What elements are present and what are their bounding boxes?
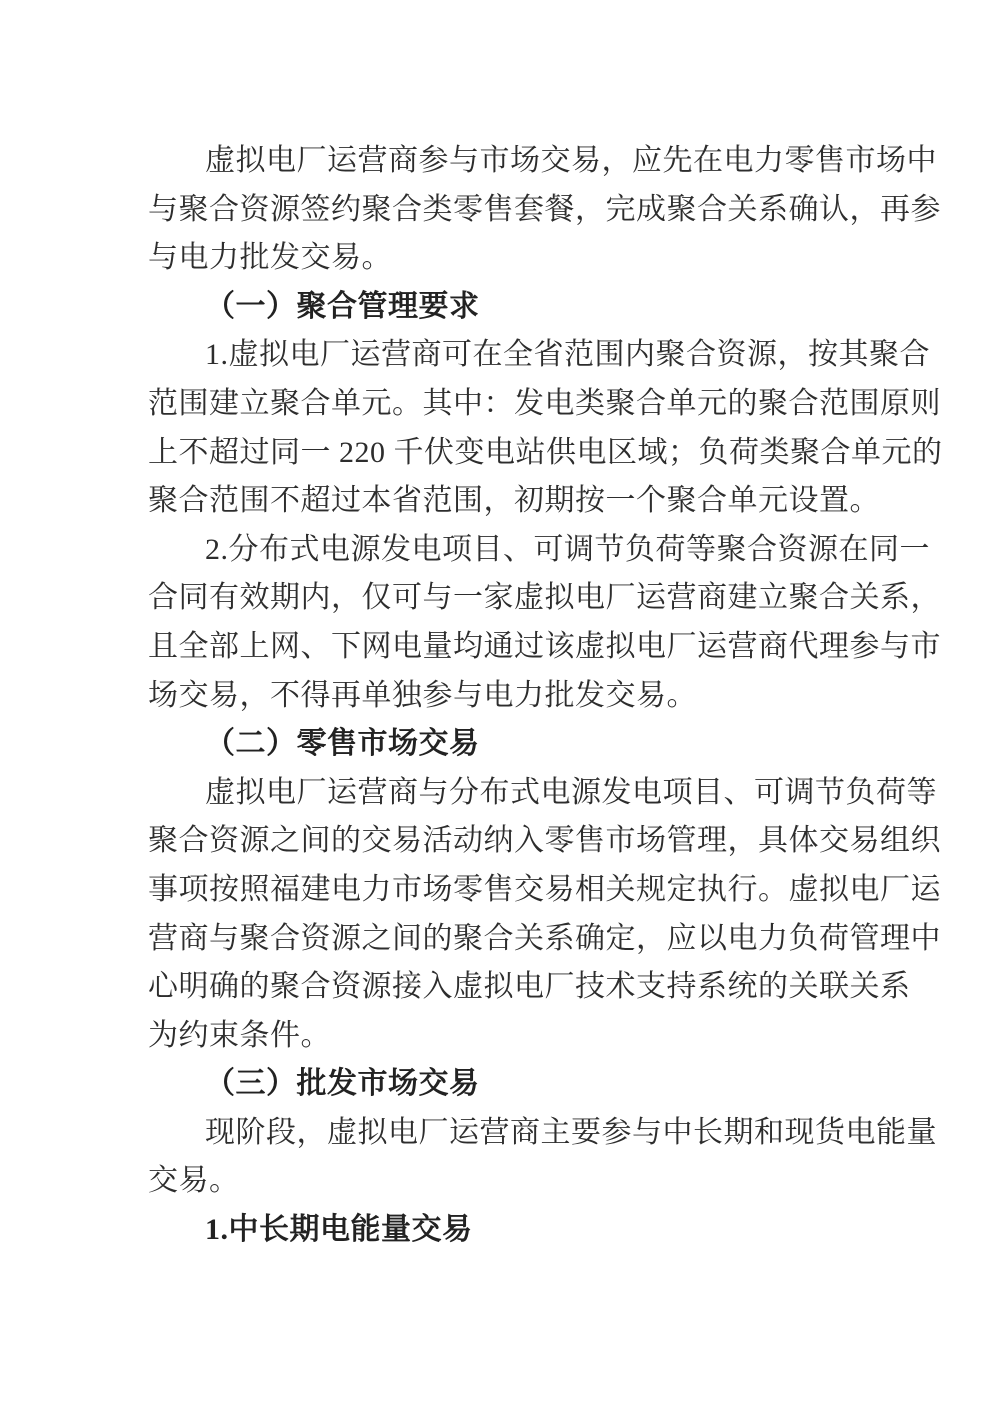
section-heading: （一）聚合管理要求: [205, 289, 480, 323]
text-line: 1.虚拟电厂运营商可在全省范围内聚合资源，按其聚合: [205, 338, 930, 372]
text-line: 与电力批发交易。: [148, 241, 392, 275]
text-line: 聚合资源之间的交易活动纳入零售市场管理，具体交易组织: [148, 824, 941, 858]
text-line: 且全部上网、下网电量均通过该虚拟电厂运营商代理参与市: [148, 629, 941, 663]
text-line: 与聚合资源签约聚合类零售套餐，完成聚合关系确认，再参: [148, 192, 941, 226]
text-line: 营商与聚合资源之间的聚合关系确定，应以电力负荷管理中: [148, 921, 941, 955]
text-line: 虚拟电厂运营商与分布式电源发电项目、可调节负荷等: [205, 775, 937, 809]
text-line: 交易。: [148, 1164, 240, 1198]
section-heading: （三）批发市场交易: [205, 1067, 480, 1101]
text-line: 范围建立聚合单元。其中：发电类聚合单元的聚合范围原则: [148, 386, 941, 420]
text-line: 场交易，不得再单独参与电力批发交易。: [148, 678, 697, 712]
text-line: 虚拟电厂运营商参与市场交易，应先在电力零售市场中: [205, 144, 937, 177]
text-line: 现阶段，虚拟电厂运营商主要参与中长期和现货电能量: [205, 1115, 937, 1149]
page-content: [148, 137, 943, 1255]
text-line: 心明确的聚合资源接入虚拟电厂技术支持系统的关联关系: [148, 970, 911, 1004]
text-line: 为约束条件。: [148, 1018, 331, 1052]
text-line: 上不超过同一 220 千伏变电站供电区域；负荷类聚合单元的: [148, 435, 943, 469]
text-line: 聚合范围不超过本省范围，初期按一个聚合单元设置。: [148, 484, 880, 518]
section-heading: 1.中长期电能量交易: [205, 1213, 473, 1247]
text-line: 合同有效期内，仅可与一家虚拟电厂运营商建立聚合关系，: [148, 581, 941, 615]
text-line: 2.分布式电源发电项目、可调节负荷等聚合资源在同一: [205, 532, 930, 566]
text-line: 事项按照福建电力市场零售交易相关规定执行。虚拟电厂运: [148, 872, 941, 906]
section-heading: （二）零售市场交易: [205, 727, 480, 761]
